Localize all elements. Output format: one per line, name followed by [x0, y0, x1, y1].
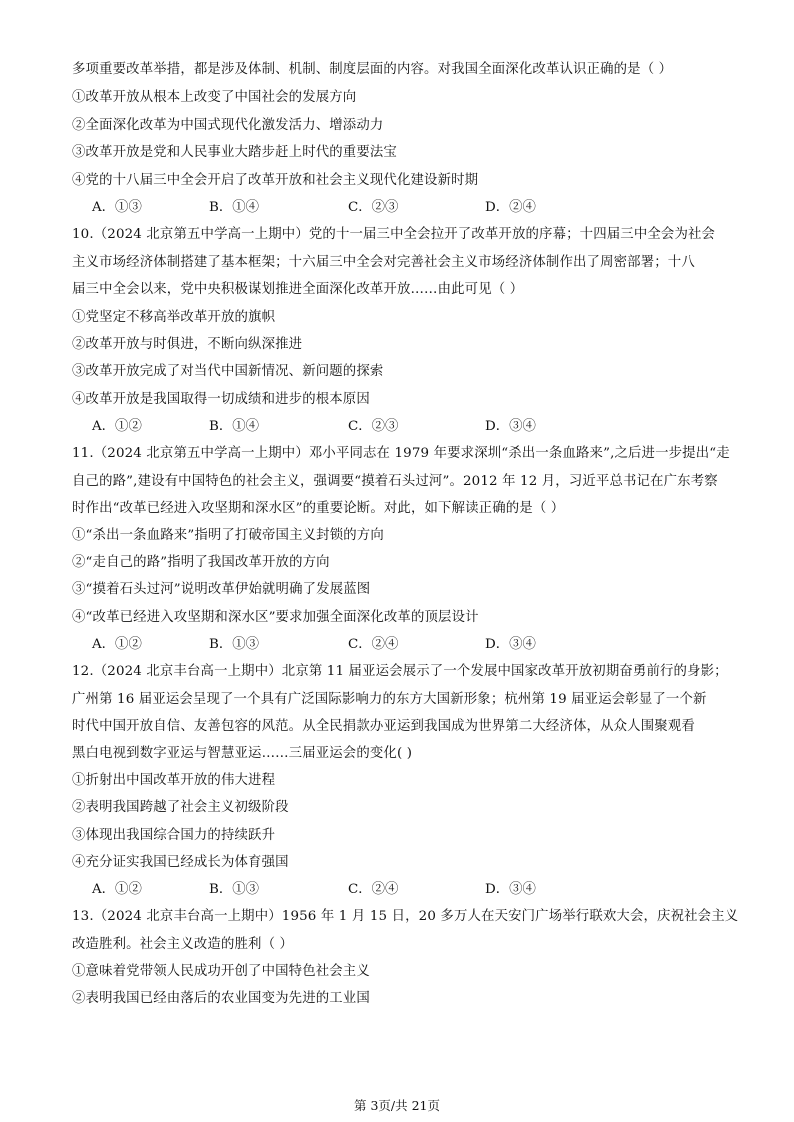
q12-choice-3: ③体现出我国综合国力的持续跃升 [72, 828, 276, 843]
q10-option-b: B．①④ [209, 419, 260, 434]
q11-option-a: A．①② [92, 637, 142, 652]
q12-choice-4: ④充分证实我国已经成长为体育强国 [72, 855, 289, 870]
q9-choice-1: ①改革开放从根本上改变了中国社会的发展方向 [72, 90, 357, 105]
q9-option-b: B．①④ [209, 200, 260, 215]
q10-choice-3: ③改革开放完成了对当代中国新情况、新问题的探索 [72, 364, 384, 379]
q11-stem-line-2: 自己的路”,建设有中国特色的社会主义，强调要“摸着石头过河”。2012 年 12 月，习近平总书记在广东考察 [72, 474, 718, 489]
q10-option-a: A．①② [92, 419, 142, 434]
q12-option-b: B．①③ [209, 882, 260, 897]
q11-option-c: C．②④ [348, 637, 399, 652]
q12-choice-1: ①折射出中国改革开放的伟大进程 [72, 773, 276, 788]
q9-option-a: A．①③ [92, 200, 142, 215]
q10-choice-4: ④改革开放是我国取得一切成绩和进步的根本原因 [72, 392, 370, 407]
q12-option-a: A．①② [92, 882, 142, 897]
q12-stem-line-3: 时代中国开放自信、友善包容的风范。从全民捐款办亚运到我国成为世界第二大经济体，从众人围聚观看 [72, 719, 695, 734]
q10-option-d: D．③④ [485, 419, 536, 434]
q9-stem-line-1: 多项重要改革举措，都是涉及体制、机制、制度层面的内容。对我国全面深化改革认识正确的是（ ） [72, 62, 673, 77]
q13-stem-line-2: 改造胜利。社会主义改造的胜利（ ） [72, 937, 294, 952]
q11-choice-2: ②“走自己的路”指明了我国改革开放的方向 [72, 555, 330, 570]
q10-option-c: C．②③ [348, 419, 399, 434]
q10-choice-2: ②改革开放与时俱进，不断向纵深推进 [72, 337, 303, 352]
q12-stem-line-4: 黑白电视到数字亚运与智慧亚运……三届亚运会的变化( ) [72, 746, 413, 761]
q13-stem-line-1: 13.（2024 北京丰台高一上期中）1956 年 1 月 15 日，20 多万人在天安门广场举行联欢大会，庆祝社会主义 [72, 909, 739, 924]
q10-choice-1: ①党坚定不移高举改革开放的旗帜 [72, 310, 276, 325]
q12-stem-line-2: 广州第 16 届亚运会呈现了一个具有广泛国际影响力的东方大国新形象；杭州第 19 届亚运会彰显了一个新 [72, 692, 707, 707]
q12-stem-line-1: 12.（2024 北京丰台高一上期中）北京第 11 届亚运会展示了一个发展中国家改革开放初期奋勇前行的身影； [72, 664, 728, 679]
q12-choice-2: ②表明我国跨越了社会主义初级阶段 [72, 800, 289, 815]
q11-option-b: B．①③ [209, 637, 260, 652]
q10-stem-line-3: 届三中全会以来，党中央积极谋划推进全面深化改革开放……由此可见（ ） [72, 282, 524, 297]
q11-choice-1: ①“杀出一条血路来”指明了打破帝国主义封锁的方向 [72, 528, 384, 543]
q13-choice-1: ①意味着党带领人民成功开创了中国特色社会主义 [72, 964, 370, 979]
q11-choice-4: ④“改革已经进入攻坚期和深水区”要求加强全面深化改革的顶层设计 [72, 610, 479, 625]
q12-option-c: C．②④ [348, 882, 399, 897]
q11-stem-line-3: 时作出“改革已经进入攻坚期和深水区”的重要论断。对此，如下解读正确的是（ ） [72, 501, 565, 516]
q9-choice-3: ③改革开放是党和人民事业大踏步赶上时代的重要法宝 [72, 145, 397, 160]
q11-stem-line-1: 11.（2024 北京第五中学高一上期中）邓小平同志在 1979 年要求深圳“杀出一条血路来”,之后进一步提出“走 [72, 446, 730, 461]
q11-choice-3: ③“摸着石头过河”说明改革伊始就明确了发展蓝图 [72, 582, 371, 597]
page-number: 第 3页/共 21页 [353, 1098, 441, 1113]
q12-option-d: D．③④ [485, 882, 536, 897]
q9-option-c: C．②③ [348, 200, 399, 215]
q9-choice-2: ②全面深化改革为中国式现代化激发活力、增添动力 [72, 118, 384, 133]
q9-choice-4: ④党的十八届三中全会开启了改革开放和社会主义现代化建设新时期 [72, 173, 479, 188]
q9-option-d: D．②④ [485, 200, 536, 215]
q10-stem-line-1: 10.（2024 北京第五中学高一上期中）党的十一届三中全会拉开了改革开放的序幕；十四届三中全会为社会 [72, 227, 716, 242]
q13-choice-2: ②表明我国已经由落后的农业国变为先进的工业国 [72, 991, 370, 1006]
q11-option-d: D．③④ [485, 637, 536, 652]
q10-stem-line-2: 主义市场经济体制搭建了基本框架；十六届三中全会对完善社会主义市场经济体制作出了周密部署；十八 [72, 255, 695, 270]
